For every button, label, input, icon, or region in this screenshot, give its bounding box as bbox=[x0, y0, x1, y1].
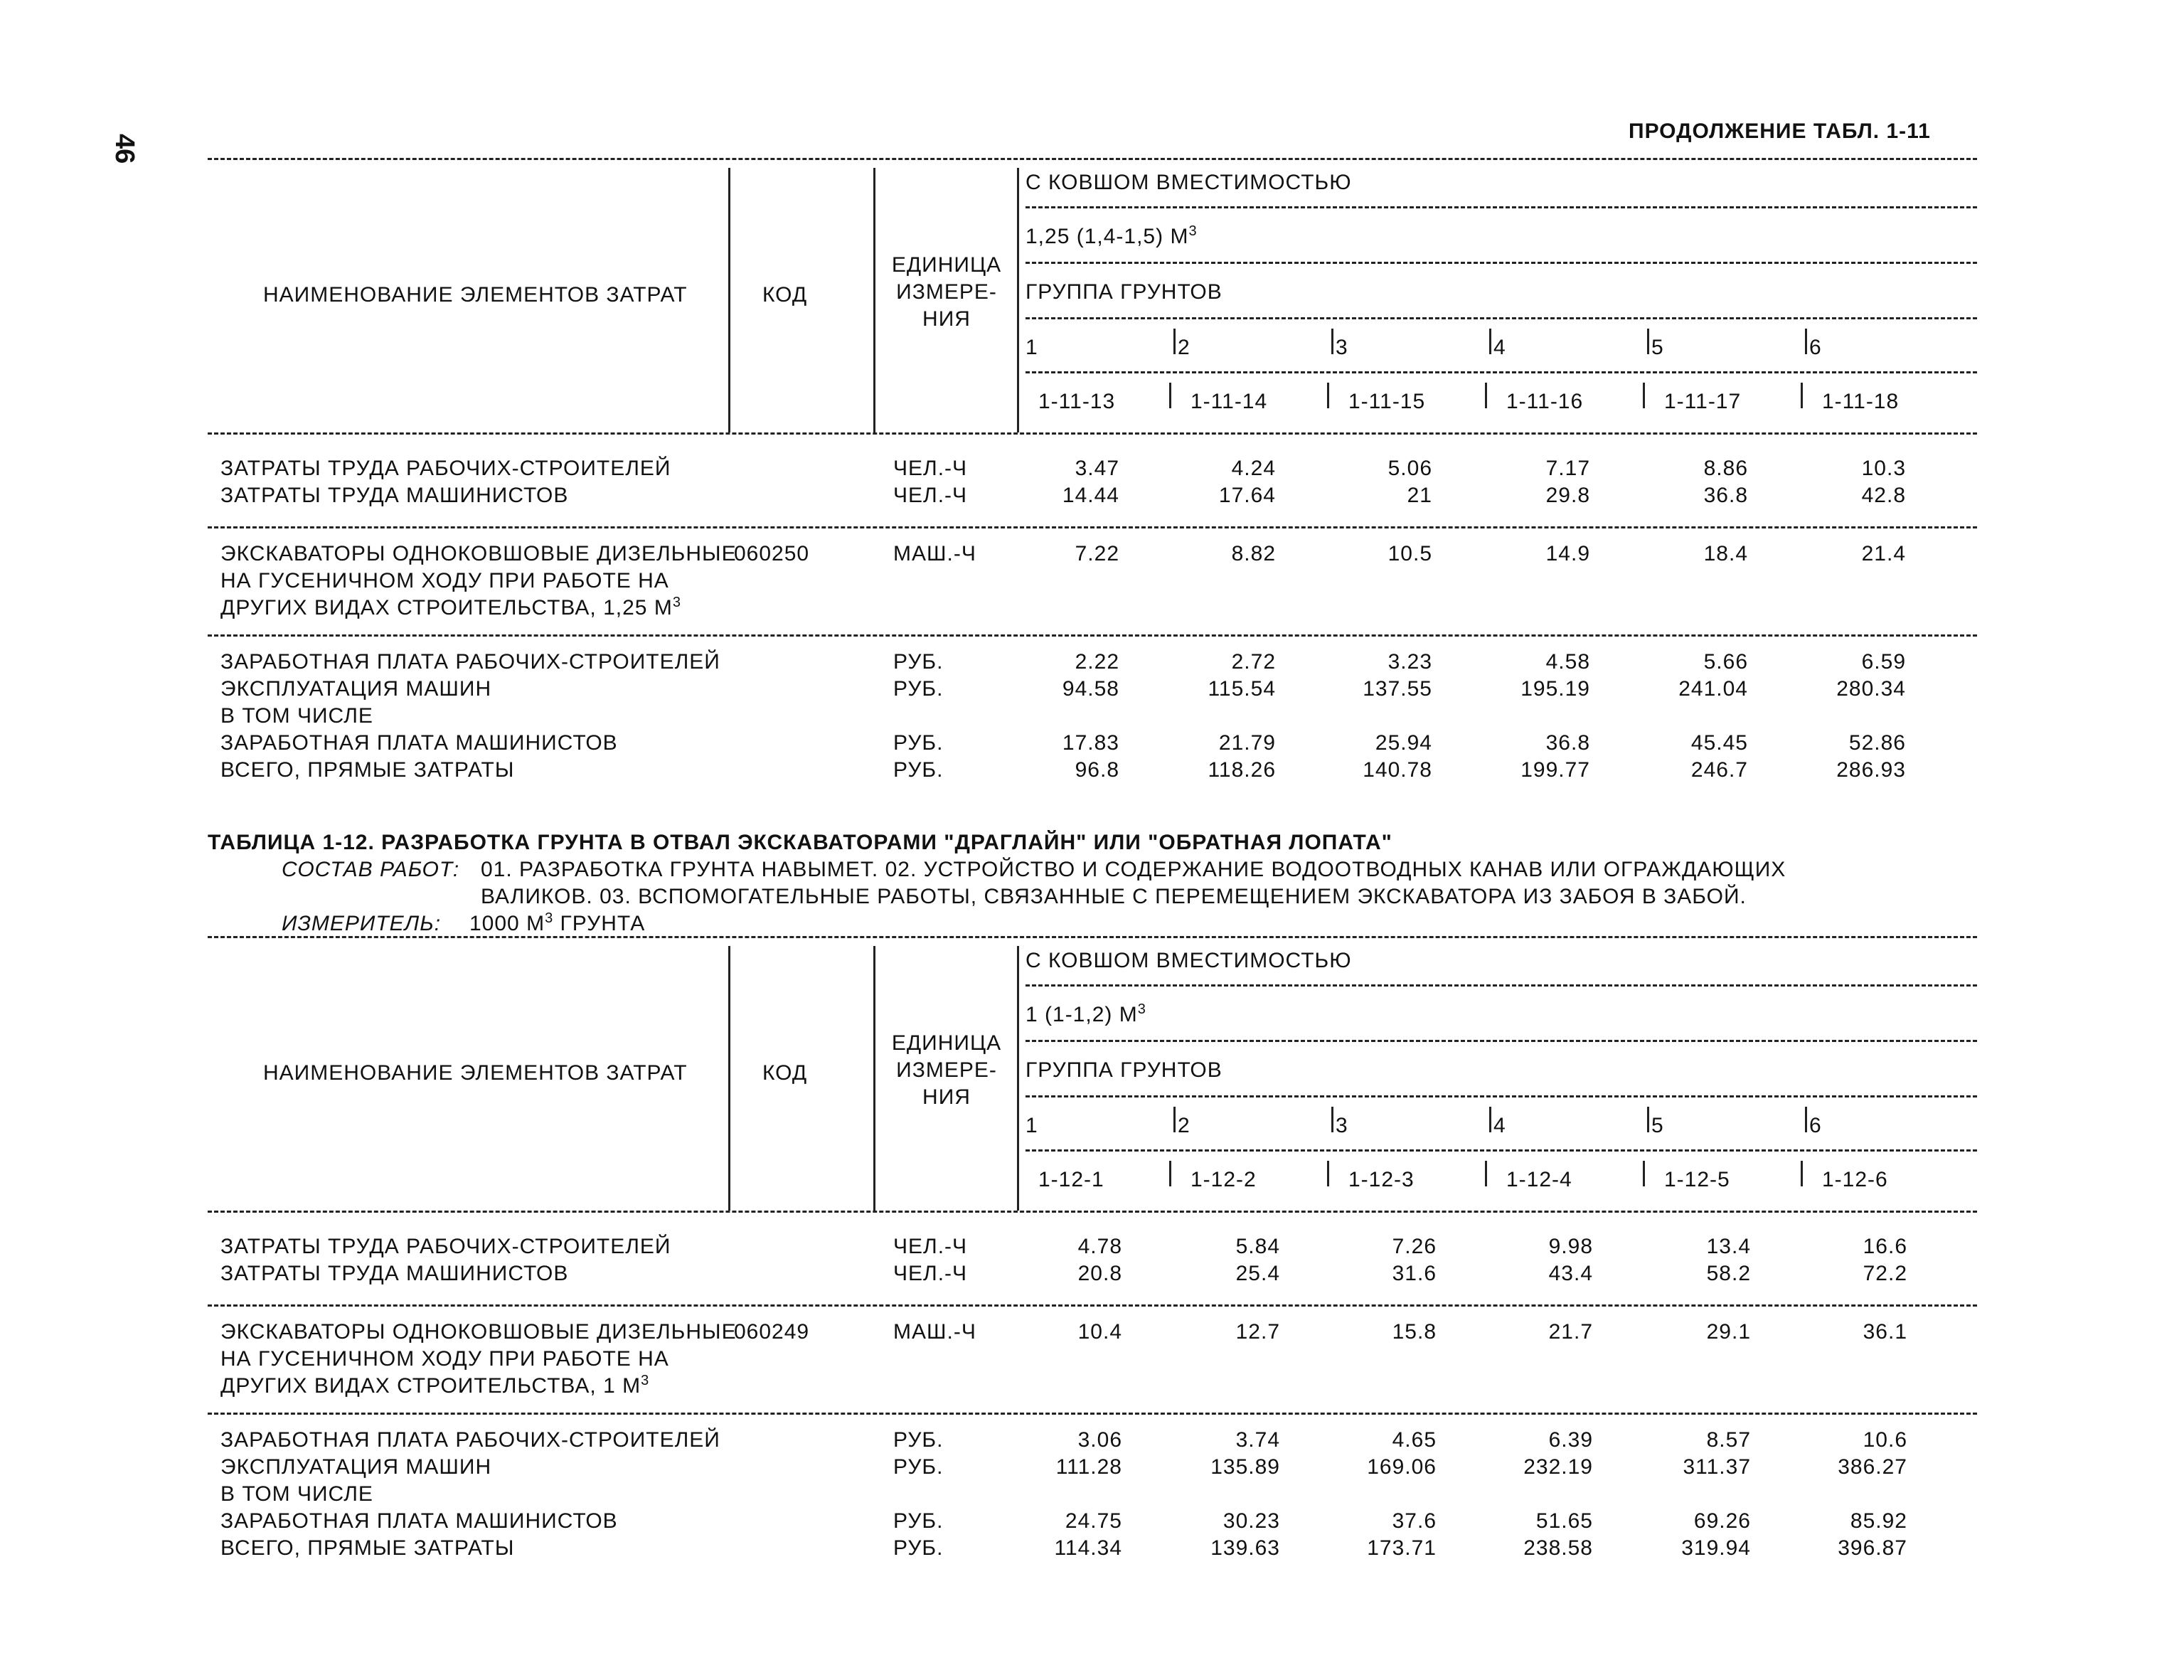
cost-value: 3.23 bbox=[1387, 650, 1432, 674]
cost-value: 5.66 bbox=[1703, 650, 1748, 674]
header-unit-line3: НИЯ bbox=[922, 307, 971, 331]
cost-value: 199.77 bbox=[1520, 758, 1590, 782]
row-name: ЗАТРАТЫ ТРУДА РАБОЧИХ-СТРОИТЕЛЕЙ bbox=[220, 1235, 671, 1258]
header-rule bbox=[1026, 317, 1977, 319]
column-divider bbox=[873, 168, 875, 432]
cost-value: 6.39 bbox=[1548, 1428, 1593, 1452]
machine-code: 060250 bbox=[734, 542, 810, 565]
group-divider bbox=[1173, 329, 1176, 354]
cost-value: 173.71 bbox=[1367, 1536, 1437, 1560]
cost-value: 195.19 bbox=[1520, 677, 1590, 701]
machine-unit: МАШ.-Ч bbox=[893, 1320, 976, 1344]
bucket-size: 1 (1-1,2) $М^3$ bbox=[1026, 1001, 1146, 1026]
cost-value: 37.6 bbox=[1392, 1509, 1437, 1533]
cost-value: 52.86 bbox=[1848, 731, 1906, 755]
row-name: ЗАРАБОТНАЯ ПЛАТА МАШИНИСТОВ bbox=[220, 731, 618, 755]
cost-value: 24.75 bbox=[1065, 1509, 1122, 1533]
work-composition-line2: ВАЛИКОВ. 03. ВСПОМОГАТЕЛЬНЫЕ РАБОТЫ, СВЯЗАННЫЕ С ПЕРЕМЕЩЕНИЕМ ЭКСКАВАТОРА ИЗ ЗАБОЯ В ЗАБОЙ. bbox=[481, 885, 1747, 908]
labor-value: 29.8 bbox=[1545, 484, 1590, 507]
machine-name-line bbox=[220, 542, 737, 566]
row-name: В ТОМ ЧИСЛЕ bbox=[220, 1482, 373, 1506]
cost-value: 21.79 bbox=[1218, 731, 1276, 755]
cost-value: 111.28 bbox=[1055, 1455, 1122, 1479]
row-name: ВСЕГО, ПРЯМЫЕ ЗАТРАТЫ bbox=[220, 1536, 515, 1560]
cost-value: 118.26 bbox=[1208, 758, 1276, 782]
row-unit: ЧЕЛ.-Ч bbox=[893, 457, 968, 480]
cost-value: 51.65 bbox=[1535, 1509, 1593, 1533]
labor-value: 16.6 bbox=[1863, 1235, 1907, 1258]
rate-code: 1-11-14 bbox=[1190, 390, 1268, 413]
table-top-rule bbox=[208, 936, 1977, 938]
rate-code: 1-11-18 bbox=[1822, 390, 1900, 413]
row-unit: ЧЕЛ.-Ч bbox=[893, 1235, 968, 1258]
soil-group-number: 2 bbox=[1178, 1114, 1190, 1137]
group-divider bbox=[1805, 1107, 1807, 1132]
soil-group-number: 6 bbox=[1809, 336, 1822, 359]
code-divider bbox=[1327, 383, 1329, 408]
labor-value: 10.3 bbox=[1861, 457, 1906, 480]
header-name-column: НАИМЕНОВАНИЕ ЭЛЕМЕНТОВ ЗАТРАТ bbox=[263, 283, 688, 307]
machine-value: 12.7 bbox=[1235, 1320, 1280, 1344]
labor-value: 42.8 bbox=[1861, 484, 1906, 507]
section-rule bbox=[208, 1304, 1977, 1307]
rate-code: 1-11-15 bbox=[1348, 390, 1426, 413]
labor-value: 4.78 bbox=[1077, 1235, 1122, 1258]
rate-code: 1-12-5 bbox=[1664, 1168, 1730, 1191]
soil-group-number: 4 bbox=[1493, 1114, 1506, 1137]
machine-name-text: ДРУГИХ ВИДАХ СТРОИТЕЛЬСТВА, 1,25 М bbox=[220, 596, 673, 620]
cost-value: 4.58 bbox=[1545, 650, 1590, 674]
cost-value: 2.22 bbox=[1075, 650, 1119, 674]
code-divider bbox=[1643, 383, 1645, 408]
bucket-capacity-label: С КОВШОМ ВМЕСТИМОСТЬЮ bbox=[1026, 949, 1352, 972]
rate-code: 1-11-16 bbox=[1506, 390, 1584, 413]
machine-value: 15.8 bbox=[1392, 1320, 1437, 1344]
labor-value: 13.4 bbox=[1706, 1235, 1751, 1258]
meter-label: ИЗМЕРИТЕЛЬ: bbox=[282, 912, 442, 935]
cost-value: 241.04 bbox=[1678, 677, 1748, 701]
bucket-size: 1,25 (1,4-1,5) $М^3$ bbox=[1026, 223, 1198, 248]
soil-group-label: ГРУППА ГРУНТОВ bbox=[1026, 280, 1222, 304]
code-divider bbox=[1169, 1161, 1171, 1186]
row-unit: РУБ. bbox=[893, 1509, 944, 1533]
cost-value: 25.94 bbox=[1375, 731, 1432, 755]
labor-value: 25.4 bbox=[1235, 1262, 1280, 1285]
soil-group-number: 3 bbox=[1336, 1114, 1348, 1137]
machine-value: 21.7 bbox=[1548, 1320, 1593, 1344]
machine-unit: МАШ.-Ч bbox=[893, 542, 976, 565]
code-divider bbox=[1643, 1161, 1645, 1186]
code-divider bbox=[1327, 1161, 1329, 1186]
group-divider bbox=[1331, 1107, 1333, 1132]
labor-value: 72.2 bbox=[1863, 1262, 1907, 1285]
cost-value: 8.57 bbox=[1706, 1428, 1751, 1452]
cost-value: 386.27 bbox=[1838, 1455, 1907, 1479]
column-divider bbox=[1017, 168, 1019, 432]
header-rule bbox=[1026, 206, 1977, 208]
header-rule bbox=[1026, 1040, 1977, 1042]
column-divider bbox=[728, 168, 730, 432]
group-divider bbox=[1647, 329, 1649, 354]
machine-name-line: ДРУГИХ ВИДАХ СТРОИТЕЛЬСТВА, 1,25 $М^3$ bbox=[220, 595, 681, 620]
labor-value: 4.24 bbox=[1231, 457, 1276, 480]
soil-group-number: 1 bbox=[1026, 336, 1038, 359]
soil-group-number: 3 bbox=[1336, 336, 1348, 359]
cost-value: 232.19 bbox=[1523, 1455, 1593, 1479]
rate-code: 1-12-1 bbox=[1038, 1168, 1104, 1191]
meter-value: 1000 $М^3$ ГРУНТА bbox=[469, 910, 646, 935]
continuation-title: ПРОДОЛЖЕНИЕ ТАБЛ. 1-11 bbox=[1629, 119, 1931, 143]
bucket-capacity-label: С КОВШОМ ВМЕСТИМОСТЬЮ bbox=[1026, 171, 1352, 194]
cost-value: 3.06 bbox=[1077, 1428, 1122, 1452]
machine-value: 14.9 bbox=[1545, 542, 1590, 565]
cost-value: 311.37 bbox=[1683, 1455, 1751, 1479]
section-rule bbox=[208, 526, 1977, 528]
code-divider bbox=[1485, 383, 1487, 408]
machine-value: 8.82 bbox=[1231, 542, 1276, 565]
cost-value: 246.7 bbox=[1690, 758, 1748, 782]
cost-value: 140.78 bbox=[1363, 758, 1432, 782]
row-name: ЗАТРАТЫ ТРУДА РАБОЧИХ-СТРОИТЕЛЕЙ bbox=[220, 457, 671, 480]
header-bottom-rule bbox=[208, 432, 1977, 435]
row-unit: ЧЕЛ.-Ч bbox=[893, 1262, 968, 1285]
table-top-rule bbox=[208, 158, 1977, 160]
rate-code: 1-12-3 bbox=[1348, 1168, 1415, 1191]
bucket-size-text: 1 (1-1,2) М bbox=[1026, 1003, 1138, 1026]
row-name: ВСЕГО, ПРЯМЫЕ ЗАТРАТЫ bbox=[220, 758, 515, 782]
header-unit-line2: ИЗМЕРЕ- bbox=[896, 280, 997, 304]
machine-name-text: НА ГУСЕНИЧНОМ ХОДУ ПРИ РАБОТЕ НА bbox=[220, 569, 669, 592]
row-unit: ЧЕЛ.-Ч bbox=[893, 484, 968, 507]
row-name: В ТОМ ЧИСЛЕ bbox=[220, 704, 373, 728]
rate-code: 1-11-13 bbox=[1038, 390, 1116, 413]
rate-code: 1-12-4 bbox=[1506, 1168, 1572, 1191]
cost-value: 30.23 bbox=[1222, 1509, 1280, 1533]
soil-group-number: 6 bbox=[1809, 1114, 1822, 1137]
labor-value: 20.8 bbox=[1077, 1262, 1122, 1285]
cost-value: 280.34 bbox=[1836, 677, 1906, 701]
header-rule bbox=[1026, 1095, 1977, 1097]
cost-value: 137.55 bbox=[1363, 677, 1432, 701]
work-composition-label: СОСТАВ РАБОТ: bbox=[282, 858, 460, 881]
header-unit-line3: НИЯ bbox=[922, 1085, 971, 1109]
group-divider bbox=[1489, 1107, 1491, 1132]
soil-group-number: 5 bbox=[1651, 1114, 1664, 1137]
cost-value: 286.93 bbox=[1836, 758, 1906, 782]
machine-name-text: ЭКСКАВАТОРЫ ОДНОКОВШОВЫЕ ДИЗЕЛЬНЫЕ bbox=[220, 1320, 737, 1344]
row-name: ЗАТРАТЫ ТРУДА МАШИНИСТОВ bbox=[220, 1262, 569, 1285]
cost-value: 94.58 bbox=[1062, 677, 1119, 701]
header-rule bbox=[1026, 1149, 1977, 1152]
header-code-column: КОД bbox=[762, 283, 808, 307]
cost-value: 3.74 bbox=[1235, 1428, 1280, 1452]
header-unit-line1: ЕДИНИЦА bbox=[891, 253, 1002, 277]
cost-value: 96.8 bbox=[1075, 758, 1119, 782]
rate-code: 1-12-2 bbox=[1190, 1168, 1257, 1191]
code-divider bbox=[1169, 383, 1171, 408]
row-name: ЗАРАБОТНАЯ ПЛАТА МАШИНИСТОВ bbox=[220, 1509, 618, 1533]
cost-value: 319.94 bbox=[1681, 1536, 1751, 1560]
header-rule bbox=[1026, 984, 1977, 987]
cost-value: 36.8 bbox=[1545, 731, 1590, 755]
cost-value: 2.72 bbox=[1231, 650, 1276, 674]
section-rule bbox=[208, 1413, 1977, 1415]
machine-value: 36.1 bbox=[1863, 1320, 1907, 1344]
soil-group-number: 4 bbox=[1493, 336, 1506, 359]
cost-value: 69.26 bbox=[1693, 1509, 1751, 1533]
machine-value: 29.1 bbox=[1706, 1320, 1751, 1344]
group-divider bbox=[1331, 329, 1333, 354]
cost-value: 4.65 bbox=[1392, 1428, 1437, 1452]
labor-value: 5.84 bbox=[1235, 1235, 1280, 1258]
rate-code: 1-12-6 bbox=[1822, 1168, 1888, 1191]
machine-value: 21.4 bbox=[1861, 542, 1906, 565]
cost-value: 6.59 bbox=[1861, 650, 1906, 674]
group-divider bbox=[1489, 329, 1491, 354]
labor-value: 3.47 bbox=[1075, 457, 1119, 480]
row-unit: РУБ. bbox=[893, 1455, 944, 1479]
table-1-12-title: ТАБЛИЦА 1-12. РАЗРАБОТКА ГРУНТА В ОТВАЛ ЭКСКАВАТОРАМИ "ДРАГЛАЙН" ИЛИ "ОБРАТНАЯ ЛОПАТА" bbox=[208, 831, 1392, 854]
labor-value: 5.06 bbox=[1387, 457, 1432, 480]
machine-value: 7.22 bbox=[1075, 542, 1119, 565]
labor-value: 31.6 bbox=[1392, 1262, 1437, 1285]
row-name: ЭКСПЛУАТАЦИЯ МАШИН bbox=[220, 677, 492, 701]
row-unit: РУБ. bbox=[893, 1536, 944, 1560]
machine-value: 10.5 bbox=[1387, 542, 1432, 565]
header-unit-line1: ЕДИНИЦА bbox=[891, 1031, 1002, 1055]
header-bottom-rule bbox=[208, 1211, 1977, 1213]
machine-value: 10.4 bbox=[1077, 1320, 1122, 1344]
machine-name-line bbox=[220, 1320, 737, 1344]
cost-value: 115.54 bbox=[1208, 677, 1276, 701]
group-divider bbox=[1805, 329, 1807, 354]
bucket-size-text: 1,25 (1,4-1,5) М bbox=[1026, 225, 1189, 248]
row-unit: РУБ. bbox=[893, 650, 944, 674]
labor-value: 43.4 bbox=[1548, 1262, 1593, 1285]
cost-value: 10.6 bbox=[1863, 1428, 1907, 1452]
code-divider bbox=[1485, 1161, 1487, 1186]
column-divider bbox=[873, 946, 875, 1211]
machine-code: 060249 bbox=[734, 1320, 810, 1344]
row-name: ЭКСПЛУАТАЦИЯ МАШИН bbox=[220, 1455, 492, 1479]
soil-group-label: ГРУППА ГРУНТОВ bbox=[1026, 1058, 1222, 1082]
soil-group-number: 1 bbox=[1026, 1114, 1038, 1137]
machine-name-text: ЭКСКАВАТОРЫ ОДНОКОВШОВЫЕ ДИЗЕЛЬНЫЕ bbox=[220, 542, 737, 565]
labor-value: 58.2 bbox=[1706, 1262, 1751, 1285]
cost-value: 85.92 bbox=[1850, 1509, 1907, 1533]
machine-name-text: ДРУГИХ ВИДАХ СТРОИТЕЛЬСТВА, 1 М bbox=[220, 1374, 641, 1398]
rate-code: 1-11-17 bbox=[1664, 390, 1742, 413]
machine-name-line: ДРУГИХ ВИДАХ СТРОИТЕЛЬСТВА, 1 $М^3$ bbox=[220, 1373, 650, 1398]
labor-value: 8.86 bbox=[1703, 457, 1748, 480]
machine-name-text: НА ГУСЕНИЧНОМ ХОДУ ПРИ РАБОТЕ НА bbox=[220, 1347, 669, 1371]
cost-value: 135.89 bbox=[1210, 1455, 1280, 1479]
soil-group-number: 2 bbox=[1178, 336, 1190, 359]
machine-value: 18.4 bbox=[1703, 542, 1748, 565]
code-divider bbox=[1801, 383, 1803, 408]
labor-value: 7.17 bbox=[1545, 457, 1590, 480]
header-unit-line2: ИЗМЕРЕ- bbox=[896, 1058, 997, 1082]
row-unit: РУБ. bbox=[893, 731, 944, 755]
group-divider bbox=[1173, 1107, 1176, 1132]
header-rule bbox=[1026, 262, 1977, 264]
row-unit: РУБ. bbox=[893, 758, 944, 782]
labor-value: 36.8 bbox=[1703, 484, 1748, 507]
row-name: ЗАРАБОТНАЯ ПЛАТА РАБОЧИХ-СТРОИТЕЛЕЙ bbox=[220, 1428, 720, 1452]
cost-value: 114.34 bbox=[1054, 1536, 1122, 1560]
header-name-column: НАИМЕНОВАНИЕ ЭЛЕМЕНТОВ ЗАТРАТ bbox=[263, 1061, 688, 1085]
cost-value: 139.63 bbox=[1210, 1536, 1280, 1560]
header-rule bbox=[1026, 371, 1977, 373]
column-divider bbox=[1017, 946, 1019, 1211]
machine-name-line bbox=[220, 1347, 669, 1371]
cost-value: 45.45 bbox=[1690, 731, 1748, 755]
machine-name-line bbox=[220, 569, 669, 593]
cost-value: 169.06 bbox=[1367, 1455, 1437, 1479]
row-name: ЗАРАБОТНАЯ ПЛАТА РАБОЧИХ-СТРОИТЕЛЕЙ bbox=[220, 650, 720, 674]
labor-value: 17.64 bbox=[1218, 484, 1276, 507]
section-rule bbox=[208, 634, 1977, 637]
column-divider bbox=[728, 946, 730, 1211]
cost-value: 396.87 bbox=[1838, 1536, 1907, 1560]
page-number: 46 bbox=[110, 134, 139, 164]
row-name: ЗАТРАТЫ ТРУДА МАШИНИСТОВ bbox=[220, 484, 569, 507]
labor-value: 7.26 bbox=[1392, 1235, 1437, 1258]
cost-value: 238.58 bbox=[1523, 1536, 1593, 1560]
labor-value: 21 bbox=[1407, 484, 1432, 507]
cost-value: 17.83 bbox=[1062, 731, 1119, 755]
code-divider bbox=[1801, 1161, 1803, 1186]
labor-value: 9.98 bbox=[1548, 1235, 1593, 1258]
soil-group-number: 5 bbox=[1651, 336, 1664, 359]
header-code-column: КОД bbox=[762, 1061, 808, 1085]
work-composition-line1: 01. РАЗРАБОТКА ГРУНТА НАВЫМЕТ. 02. УСТРОЙСТВО И СОДЕРЖАНИЕ ВОДООТВОДНЫХ КАНАВ ИЛИ ОГРАЖДАЮЩИХ bbox=[481, 858, 1786, 881]
group-divider bbox=[1647, 1107, 1649, 1132]
labor-value: 14.44 bbox=[1062, 484, 1119, 507]
row-unit: РУБ. bbox=[893, 1428, 944, 1452]
row-unit: РУБ. bbox=[893, 677, 944, 701]
